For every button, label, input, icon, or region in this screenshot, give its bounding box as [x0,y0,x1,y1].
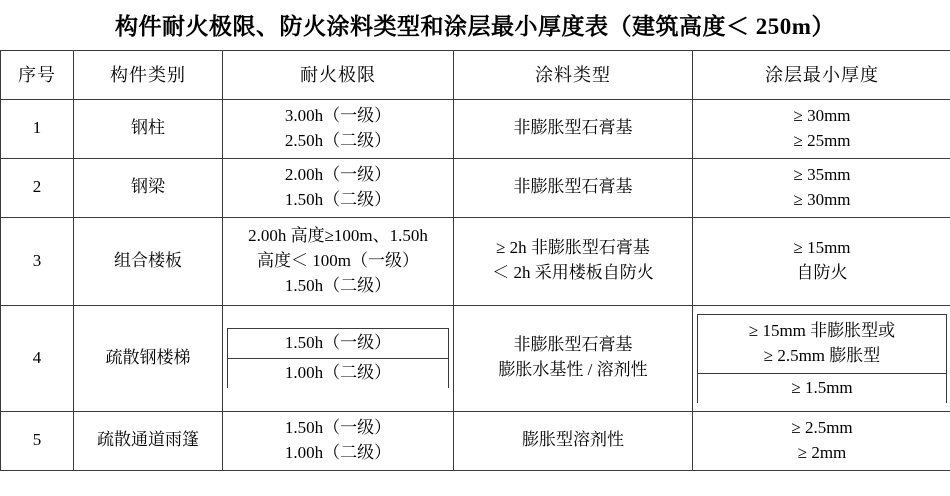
cell-type: 钢柱 [74,100,223,159]
limit-line: 1.00h（二级） [284,442,392,462]
coating-line: 非膨胀型石膏基 [513,118,633,138]
cell-limit [223,100,454,159]
cell-thickness [693,411,950,470]
coating-line: 非膨胀型石膏基 [513,177,633,197]
limit-line: 2.00h 高度≥100m、1.50h [248,225,428,245]
thickness-subrow [698,314,947,373]
cell-type: 钢梁 [74,158,223,217]
thickness-subtable [697,314,947,403]
cell-no: 1 [1,100,74,159]
coating-line: ＜ 2h 采用楼板自防火 [492,263,654,283]
thickness-line: ≥ 2.5mm 膨胀型 [763,345,881,365]
cell-coating [454,158,693,217]
thickness-line: ≥ 25mm [793,130,851,150]
thickness-line: 自防火 [796,263,848,283]
thickness-subcell [698,314,947,373]
cell-limit-split [223,305,454,411]
cell-no: 3 [1,217,74,305]
cell-limit [223,158,454,217]
table-row [1,100,950,159]
limit-line: 3.00h（一级） [284,106,392,125]
thickness-line: ≥ 2mm [797,442,847,462]
thickness-line: ≥ 30mm [793,189,851,209]
limit-subrow [228,329,449,359]
limit-line: 高度＜ 100m（一级） [257,250,419,270]
header-cell-limit: 耐火极限 [223,51,454,100]
table-header-row [1,51,950,100]
cell-type: 组合楼板 [74,217,223,305]
table-row [1,305,950,411]
thickness-line: ≥ 30mm [793,106,851,125]
header-cell-thickness: 涂层最小厚度 [693,51,950,100]
cell-coating [454,217,693,305]
thickness-line: ≥ 1.5mm [791,377,853,397]
cell-limit [223,217,454,305]
limit-line: 2.00h（一级） [284,164,392,184]
cell-no: 2 [1,158,74,217]
limit-subtable [227,328,449,388]
table-header [1,51,950,100]
cell-coating [454,305,693,411]
cell-thickness [693,158,950,217]
limit-line: 1.50h（一级） [228,329,449,359]
thickness-line: ≥ 15mm 非膨胀型或 [748,320,896,340]
cell-type: 疏散钢楼梯 [74,305,223,411]
coating-line: 膨胀水基性 / 溶剂性 [498,360,648,380]
cell-no: 4 [1,305,74,411]
table-row [1,217,950,305]
page-title: 构件耐火极限、防火涂料类型和涂层最小厚度表（建筑高度＜ 250m） [115,14,835,39]
cell-coating [454,100,693,159]
coating-line: 膨胀型溶剂性 [522,430,624,450]
table-row [1,411,950,470]
limit-line: 1.50h（二级） [284,189,392,209]
cell-no: 5 [1,411,74,470]
cell-thickness-split [693,305,950,411]
thickness-line: ≥ 2.5mm [791,417,853,437]
header-cell-type: 构件类别 [74,51,223,100]
fire-resistance-table [0,50,950,471]
cell-type: 疏散通道雨篷 [74,411,223,470]
table-body [1,100,950,471]
limit-line: 1.50h（二级） [284,275,392,295]
thickness-subrow [698,373,947,402]
coating-line: ≥ 2h 非膨胀型石膏基 [496,238,650,258]
header-cell-no: 序号 [1,51,74,100]
limit-line: 1.00h（二级） [228,359,449,388]
cell-thickness [693,217,950,305]
cell-limit [223,411,454,470]
limit-line: 1.50h（一级） [284,417,392,437]
header-cell-coating: 涂料类型 [454,51,693,100]
thickness-subcell [698,373,947,402]
limit-line: 2.50h（二级） [284,130,392,150]
thickness-line: ≥ 15mm [793,238,851,258]
coating-line: 非膨胀型石膏基 [513,335,633,355]
cell-coating [454,411,693,470]
cell-thickness [693,100,950,159]
table-row [1,158,950,217]
thickness-line: ≥ 35mm [793,164,851,184]
limit-subrow [228,359,449,388]
